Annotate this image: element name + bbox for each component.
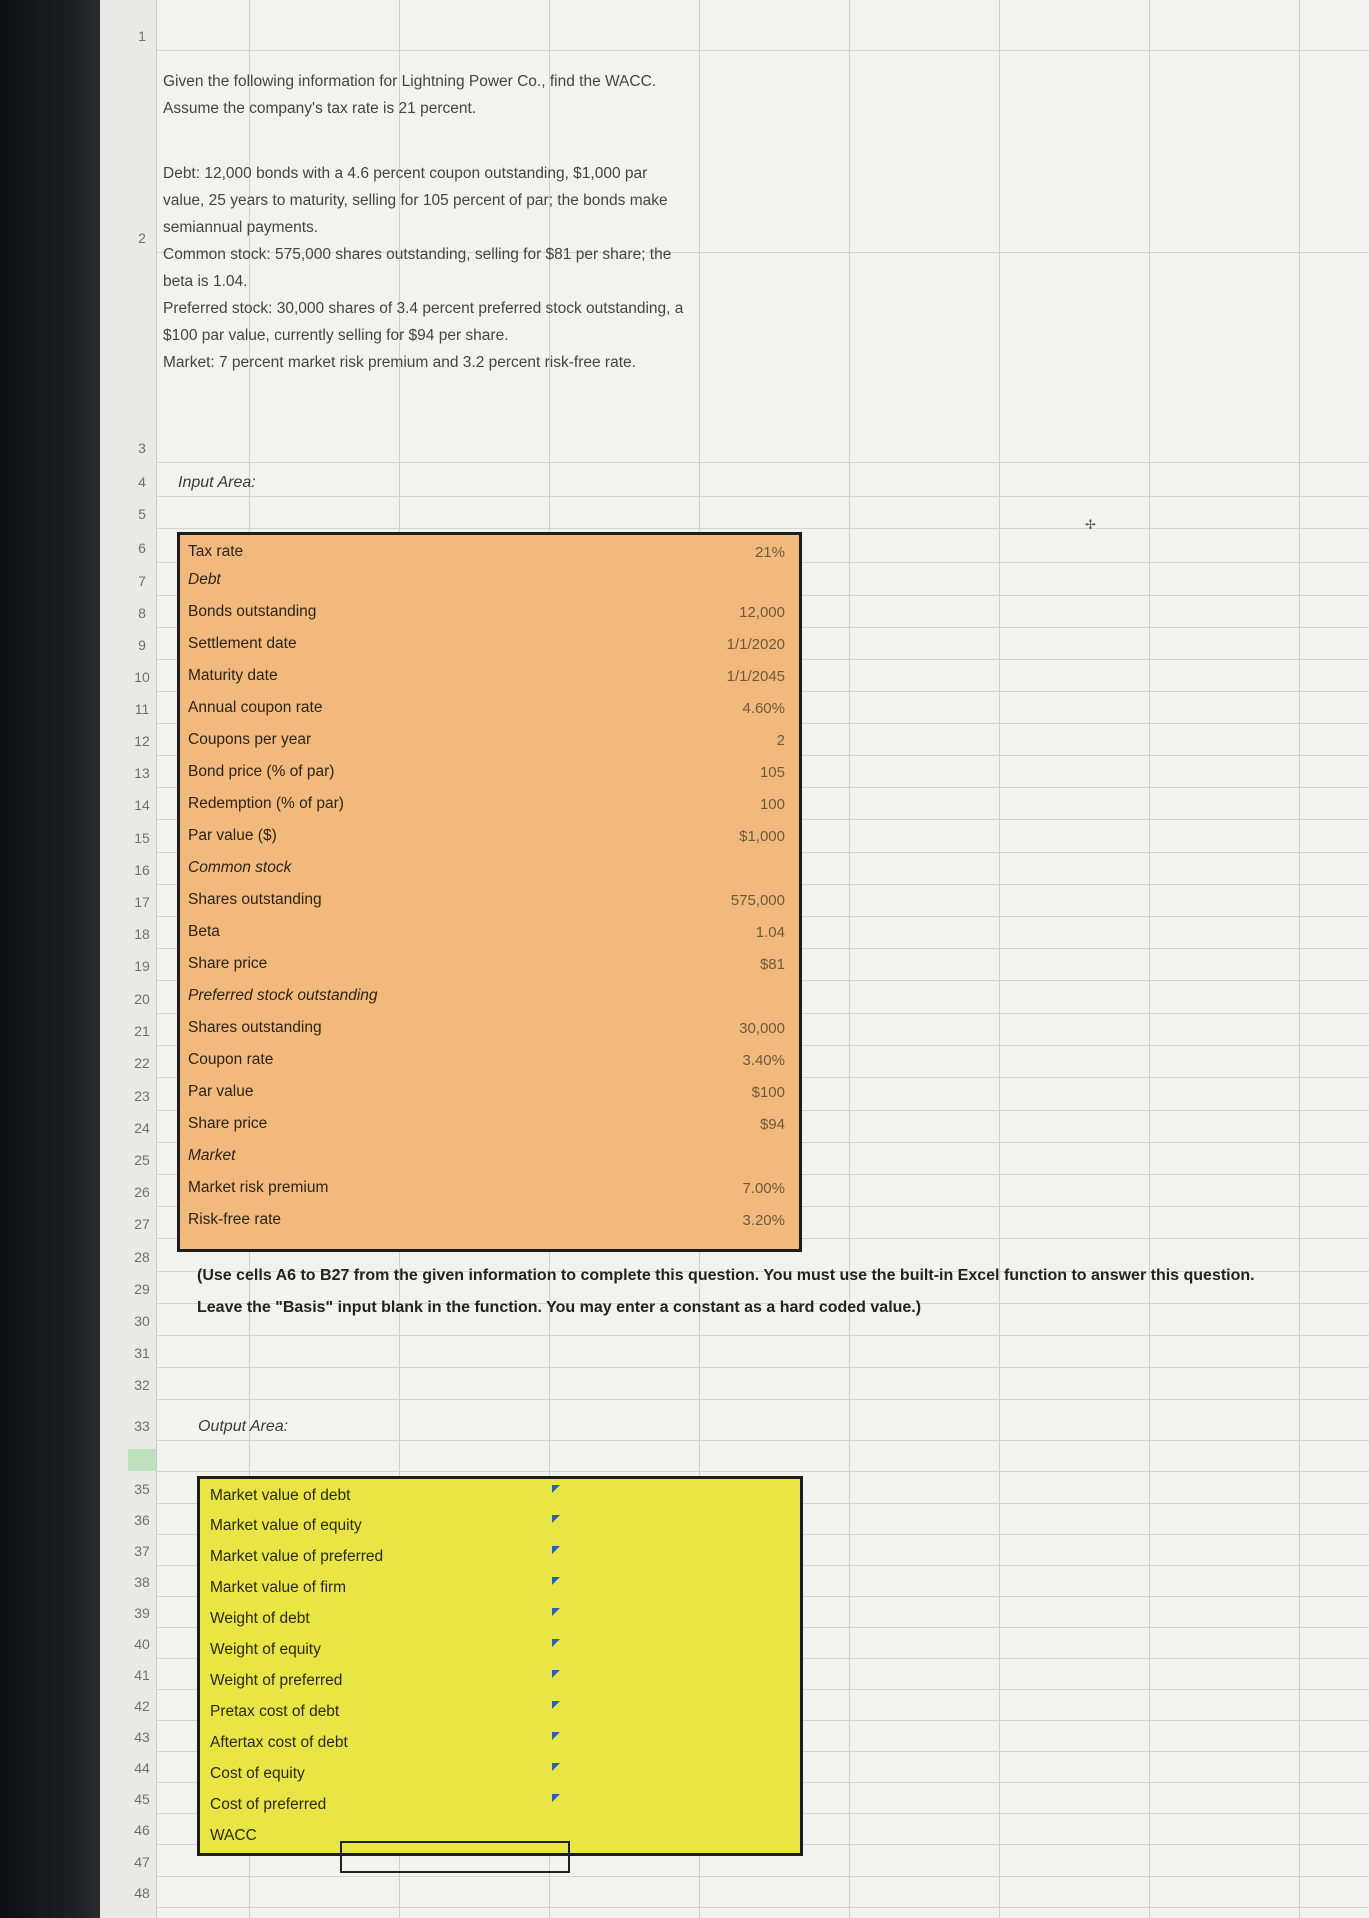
row-number[interactable]: 13 [134, 765, 150, 781]
row-number[interactable]: 26 [134, 1184, 150, 1200]
row-gridline [156, 1367, 1369, 1368]
row-number[interactable]: 15 [134, 830, 150, 846]
row-number[interactable]: 18 [134, 926, 150, 942]
output-area[interactable] [197, 1476, 803, 1856]
output-row[interactable]: Cost of equity [210, 1759, 770, 1789]
input-row[interactable]: Par value $100 [188, 1083, 785, 1101]
row-number[interactable]: 35 [134, 1481, 150, 1497]
row-number[interactable]: 4 [138, 474, 146, 490]
row-number[interactable]: 42 [134, 1698, 150, 1714]
comment-flag-icon[interactable] [552, 1670, 560, 1678]
row-number[interactable]: 32 [134, 1377, 150, 1393]
row-number[interactable]: 3 [138, 440, 146, 456]
output-row[interactable]: Pretax cost of debt [210, 1697, 770, 1727]
row-number[interactable]: 30 [134, 1313, 150, 1329]
mouse-cursor-icon: ✢ [1085, 517, 1096, 532]
comment-flag-icon[interactable] [552, 1732, 560, 1740]
row-number[interactable]: 12 [134, 733, 150, 749]
row-gridline [156, 528, 1369, 529]
detail-line: Market: 7 percent market risk premium and 3.2 percent risk-free rate. [163, 354, 636, 371]
row-number[interactable]: 5 [138, 506, 146, 522]
row-number[interactable]: 40 [134, 1636, 150, 1652]
comment-flag-icon[interactable] [552, 1794, 560, 1802]
row-gridline [156, 1471, 1369, 1472]
row-number[interactable]: 6 [138, 540, 146, 556]
input-area[interactable] [177, 532, 802, 1252]
monitor-bezel [0, 0, 100, 1918]
row-number[interactable]: 29 [134, 1281, 150, 1297]
input-row[interactable]: Bond price (% of par) 105 [188, 763, 785, 781]
comment-flag-icon[interactable] [552, 1763, 560, 1771]
input-row[interactable]: Shares outstanding 575,000 [188, 891, 785, 909]
row-number[interactable]: 16 [134, 862, 150, 878]
row-number[interactable]: 31 [134, 1345, 150, 1361]
row-gridline [156, 462, 1369, 463]
input-row[interactable]: Coupons per year 2 [188, 731, 785, 749]
row-gridline [156, 496, 1369, 497]
comment-flag-icon[interactable] [552, 1577, 560, 1585]
row-number[interactable]: 20 [134, 991, 150, 1007]
detail-line: beta is 1.04. [163, 273, 248, 290]
input-area-title: Input Area: [178, 474, 256, 491]
row-gridline [156, 1907, 1369, 1908]
output-row[interactable]: Cost of preferred [210, 1790, 770, 1820]
row-number[interactable]: 39 [134, 1605, 150, 1621]
detail-line: $100 par value, currently selling for $94 per share. [163, 327, 509, 344]
detail-line: Common stock: 575,000 shares outstanding, selling for $81 per share; the [163, 246, 672, 263]
detail-line: value, 25 years to maturity, selling for 105 percent of par; the bonds make [163, 192, 668, 209]
row-number[interactable]: 28 [134, 1249, 150, 1265]
comment-flag-icon[interactable] [552, 1701, 560, 1709]
detail-line: Preferred stock: 30,000 shares of 3.4 percent preferred stock outstanding, a [163, 300, 684, 317]
input-row[interactable]: Maturity date 1/1/2045 [188, 667, 785, 685]
instruction-note[interactable]: (Use cells A6 to B27 from the given information to complete this question. You must use the built-in Excel function to answer this question. Leave the "Basis" input blank in the function. You may enter a constant as a hard coded value.) [197, 1267, 1255, 1316]
row-number[interactable]: 44 [134, 1760, 150, 1776]
comment-flag-icon[interactable] [552, 1639, 560, 1647]
input-row[interactable]: Par value ($) $1,000 [188, 827, 785, 845]
row-number[interactable]: 19 [134, 958, 150, 974]
output-row[interactable]: Market value of preferred [210, 1542, 770, 1572]
row-number[interactable]: 45 [134, 1791, 150, 1807]
row-number[interactable]: 11 [134, 701, 150, 717]
row-number[interactable]: 23 [134, 1088, 150, 1104]
output-row[interactable]: Weight of equity [210, 1635, 770, 1665]
intro-line: Assume the company's tax rate is 21 percent. [163, 100, 477, 117]
output-row-wacc[interactable]: WACC [210, 1827, 257, 1844]
row-number[interactable]: 9 [138, 637, 146, 653]
row-gridline [156, 1335, 1369, 1336]
output-row[interactable]: Market value of firm [210, 1573, 770, 1603]
input-row[interactable]: Beta 1.04 [188, 923, 785, 941]
detail-line: Debt: 12,000 bonds with a 4.6 percent coupon outstanding, $1,000 par [163, 165, 648, 182]
row-number[interactable]: 21 [134, 1023, 150, 1039]
row-number[interactable]: 46 [134, 1822, 150, 1838]
row-number[interactable]: 47 [134, 1854, 150, 1870]
row-number[interactable]: 24 [134, 1120, 150, 1136]
input-row[interactable]: Bonds outstanding 12,000 [188, 603, 785, 621]
output-row[interactable]: Weight of debt [210, 1604, 770, 1634]
row-number[interactable]: 7 [138, 573, 146, 589]
row-number[interactable]: 8 [138, 605, 146, 621]
input-section-common[interactable]: Common stock [188, 859, 292, 876]
row-number[interactable]: 14 [134, 797, 150, 813]
selected-cell[interactable] [340, 1841, 570, 1873]
row-number[interactable]: 37 [134, 1543, 150, 1559]
row-number[interactable]: 41 [134, 1667, 150, 1683]
row-number[interactable]: 33 [134, 1418, 150, 1434]
input-section-market[interactable]: Market [188, 1147, 236, 1164]
input-row[interactable]: Share price $81 [188, 955, 785, 973]
input-row[interactable]: Tax rate 21% [188, 543, 785, 561]
row-number[interactable]: 1 [138, 28, 146, 44]
row-number[interactable]: 43 [134, 1729, 150, 1745]
output-row[interactable]: Market value of equity [210, 1511, 770, 1541]
output-row[interactable]: Aftertax cost of debt [210, 1728, 770, 1758]
comment-flag-icon[interactable] [552, 1608, 560, 1616]
row-number[interactable]: 25 [134, 1152, 150, 1168]
row-number[interactable]: 48 [134, 1885, 150, 1901]
row-number[interactable]: 2 [138, 230, 146, 246]
input-row[interactable]: Annual coupon rate 4.60% [188, 699, 785, 717]
input-row[interactable]: Coupon rate 3.40% [188, 1051, 785, 1069]
input-section-debt[interactable]: Debt [188, 571, 221, 588]
row-number[interactable]: 17 [134, 894, 150, 910]
row-gridline [156, 1440, 1369, 1441]
row-number[interactable]: 36 [134, 1512, 150, 1528]
row-gridline [156, 1399, 1369, 1400]
row-number[interactable]: 22 [134, 1055, 150, 1071]
input-row[interactable]: Settlement date 1/1/2020 [188, 635, 785, 653]
row-number[interactable]: 27 [134, 1216, 150, 1232]
input-row[interactable]: Share price $94 [188, 1115, 785, 1133]
row-number[interactable]: 38 [134, 1574, 150, 1590]
problem-statement[interactable] [163, 68, 898, 376]
row-gridline [156, 50, 1369, 51]
row-number[interactable]: 10 [134, 669, 150, 685]
input-row[interactable]: Redemption (% of par) 100 [188, 795, 785, 813]
output-row[interactable]: Weight of preferred [210, 1666, 770, 1696]
comment-flag-icon[interactable] [552, 1485, 560, 1493]
detail-line: semiannual payments. [163, 219, 319, 236]
row-gridline [156, 1876, 1369, 1877]
comment-flag-icon[interactable] [552, 1515, 560, 1523]
intro-line: Given the following information for Lightning Power Co., find the WACC. [163, 73, 657, 90]
input-row[interactable]: Market risk premium 7.00% [188, 1179, 785, 1197]
output-row[interactable]: Market value of debt [210, 1481, 770, 1511]
active-row-highlight [128, 1449, 156, 1471]
input-row[interactable]: Shares outstanding 30,000 [188, 1019, 785, 1037]
comment-flag-icon[interactable] [552, 1546, 560, 1554]
output-area-title: Output Area: [198, 1418, 289, 1435]
input-section-preferred[interactable]: Preferred stock outstanding [188, 987, 378, 1004]
input-row[interactable]: Risk-free rate 3.20% [188, 1211, 785, 1229]
